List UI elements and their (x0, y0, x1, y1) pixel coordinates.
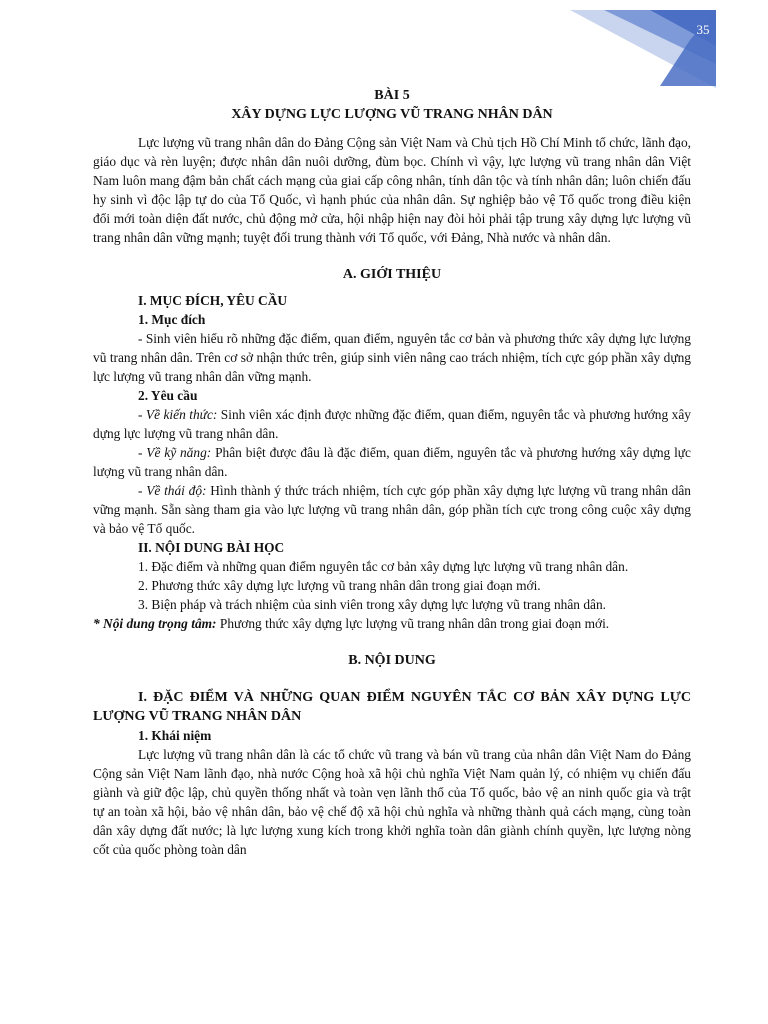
requirement-attitude-text: Hình thành ý thức trách nhiệm, tích cực góp phần xây dựng lực lượng vũ trang nhân dân vững mạnh. Sẵn sàng tham gia vào lực lượng vũ trang nhân dân, góp phần tích cực trong công cuộc xây dựng và bảo vệ Tổ quốc. (93, 483, 691, 536)
focus-content (93, 614, 691, 633)
content-item: 2. Phương thức xây dựng lực lượng vũ trang nhân dân trong giai đoạn mới. (138, 578, 541, 593)
requirement-skill (93, 443, 691, 481)
section-a-title: A. GIỚI THIỆU (342, 267, 442, 282)
requirement-knowledge-text: Sinh viên xác định được những đặc điểm, quan điểm, nguyên tắc và phương hướng xây dựng lực lượng vũ trang nhân dân. (93, 407, 691, 441)
document-body (93, 86, 691, 859)
purpose-title: 1. Mục đích (138, 312, 206, 327)
focus-text: Phương thức xây dựng lực lượng vũ trang nhân dân trong giai đoạn mới. (216, 616, 610, 631)
focus-label: * Nội dung trọng tâm: (93, 616, 217, 631)
requirement-knowledge (93, 405, 691, 443)
purpose-text: - Sinh viên hiểu rõ những đặc điểm, quan điểm, nguyên tắc cơ bản và phương thức xây dựng lực lượng vũ trang nhân dân. Trên cơ sở nhận thức trên, giúp sinh viên nâng cao trách nhiệm, tích cực góp phần xây dựng lực lượng vũ trang nhân dân vững mạnh. (93, 331, 691, 384)
intro-paragraph: Lực lượng vũ trang nhân dân do Đảng Cộng sản Việt Nam và Chủ tịch Hồ Chí Minh tổ chức, lãnh đạo, giáo dục và rèn luyện; được nhân dân nuôi dưỡng, đùm bọc. Chính vì vậy, lực lượng vũ trang nhân dân Việt Nam luôn mang đậm bản chất cách mạng của giai cấp công nhân, tính dân tộc và tính nhân dân; luôn chiến đấu hy sinh vì độc lập tự do của Tổ Quốc, vì hạnh phúc của nhân dân. Sự nghiệp bảo vệ Tổ quốc trong điều kiện đổi mới toàn diện đất nước, chủ động mở cửa, hội nhập hiện nay đòi hỏi phải tập trung xây dựng lực lượng vũ trang nhân dân vững mạnh; tuyệt đối trung thành với Tổ quốc, với Đảng, Nhà nước và nhân dân. (93, 135, 691, 245)
page-number: 35 (696, 22, 710, 37)
content-item: 1. Đặc điểm và những quan điểm nguyên tắc cơ bản xây dựng lực lượng vũ trang nhân dân. (138, 559, 629, 574)
requirement-skill-label: - Về kỹ năng: (138, 445, 212, 460)
lesson-title: XÂY DỰNG LỰC LƯỢNG VŨ TRANG NHÂN DÂN (231, 107, 553, 122)
content-item: 3. Biện pháp và trách nhiệm của sinh viên trong xây dựng lực lượng vũ trang nhân dân. (138, 597, 607, 612)
section-b-title: B. NỘI DUNG (348, 653, 436, 668)
section-a-part2-title: II. NỘI DUNG BÀI HỌC (138, 540, 285, 555)
lesson-number: BÀI 5 (374, 88, 410, 103)
section-a-part1-title: I. MỤC ĐÍCH, YÊU CẦU (138, 293, 288, 308)
requirement-attitude-label: - Về thái độ: (138, 483, 207, 498)
concept-text: Lực lượng vũ trang nhân dân là các tổ chức vũ trang và bán vũ trang của nhân dân Việt Nam do Đảng Cộng sản Việt Nam lãnh đạo, nhà nước Cộng hoà xã hội chủ nghĩa Việt Nam quản lý, có nhiệm vụ chiến đấu giành và giữ độc lập, chủ quyền thống nhất và toàn vẹn lãnh thổ của Tổ quốc, bảo vệ an ninh quốc gia và trật tự an toàn xã hội, bảo vệ nhân dân, bảo vệ chế độ xã hội chủ nghĩa và những thành quả cách mạng, cùng toàn dân xây dựng đất nước; là lực lượng xung kích trong khởi nghĩa toàn dân giành chính quyền, lực lượng nòng cốt của quốc phòng toàn dân (93, 747, 691, 857)
page-corner-decoration (0, 0, 768, 100)
requirements-title: 2. Yêu cầu (138, 388, 198, 403)
requirement-skill-text: Phân biệt được đâu là đặc điểm, quan điểm, nguyên tắc và phương hướng xây dựng lực lượng vũ trang nhân dân. (93, 445, 691, 479)
section-b-part1-title: I. ĐẶC ĐIỂM VÀ NHỮNG QUAN ĐIỂM NGUYÊN TẮC CƠ BẢN XÂY DỰNG LỰC LƯỢNG VŨ TRANG NHÂN DÂN (93, 690, 691, 724)
requirement-knowledge-label: - Về kiến thức: (138, 407, 218, 422)
requirement-attitude (93, 481, 691, 538)
concept-title: 1. Khái niệm (138, 728, 212, 743)
